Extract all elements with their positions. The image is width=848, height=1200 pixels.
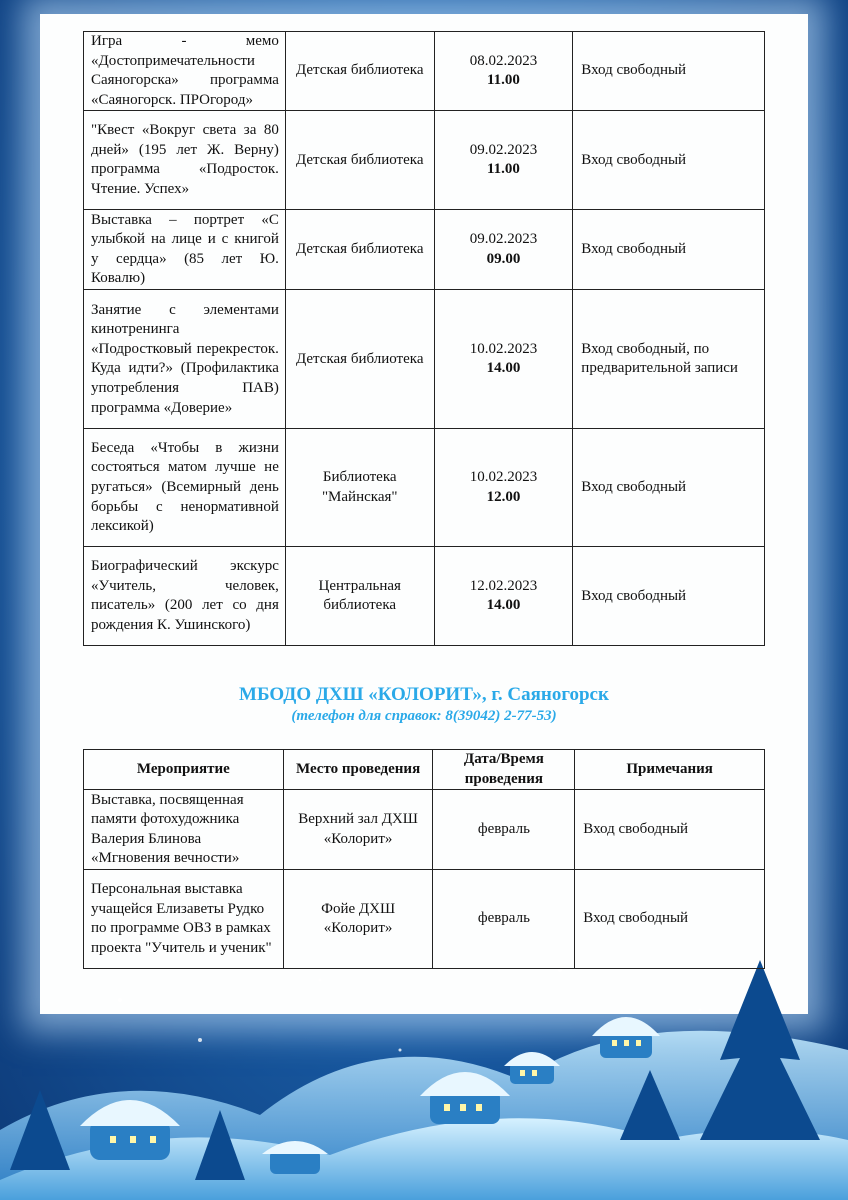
event-note: Вход свободный bbox=[573, 210, 765, 290]
table-header-row bbox=[84, 750, 765, 790]
table-row bbox=[84, 111, 765, 210]
event-datetime bbox=[434, 547, 573, 646]
event-date: 09.02.2023 bbox=[469, 231, 538, 248]
table-row bbox=[84, 210, 765, 290]
event-time: 14.00 bbox=[486, 597, 521, 614]
event-place: Верхний зал ДХШ «Колорит» bbox=[283, 790, 433, 870]
column-header-place: Место проведения bbox=[283, 750, 433, 790]
event-datetime bbox=[434, 210, 573, 290]
event-date: 08.02.2023 bbox=[469, 52, 538, 69]
organization-title: МБОДО ДХШ «КОЛОРИТ», г. Саяногорск bbox=[239, 684, 609, 705]
event-date: февраль bbox=[433, 870, 575, 969]
event-name: Выставка – портрет «С улыбкой на лице и с книгой у сердца» (85 лет Ю. Ковалю) bbox=[84, 210, 286, 290]
organization-phone: (телефон для справок: 8(39042) 2-77-53) bbox=[291, 708, 557, 724]
event-time: 09.00 bbox=[486, 250, 521, 267]
event-name: Беседа «Чтобы в жизни состояться матом лучше не ругаться» (Всемирный день борьбы с ненормативной лексикой) bbox=[84, 429, 286, 547]
event-date: 09.02.2023 bbox=[469, 141, 538, 158]
event-note: Вход свободный bbox=[575, 870, 765, 969]
winter-scene-illustration bbox=[0, 940, 848, 1200]
event-name: "Квест «Вокруг света за 80 дней» (195 лет Ж. Верну) программа «Подросток. Чтение. Успех» bbox=[84, 111, 286, 210]
event-place: Фойе ДХШ «Колорит» bbox=[283, 870, 433, 969]
table-row bbox=[84, 547, 765, 646]
events-table-libraries bbox=[83, 31, 765, 646]
event-place: Детская библиотека bbox=[285, 290, 434, 429]
event-name: Игра - мемо «Достопримечательности Саяногорска» программа «Саяногорск. ПРОгород» bbox=[84, 32, 286, 111]
event-date: 10.02.2023 bbox=[469, 340, 538, 357]
event-time: 11.00 bbox=[486, 72, 520, 89]
event-note: Вход свободный bbox=[573, 429, 765, 547]
event-place: Детская библиотека bbox=[285, 210, 434, 290]
event-datetime bbox=[434, 32, 573, 111]
column-header-note: Примечания bbox=[575, 750, 765, 790]
event-name: Биографический экскурс «Учитель, человек, писатель» (200 лет со дня рождения К. Ушинского) bbox=[84, 547, 286, 646]
event-place: Детская библиотека bbox=[285, 32, 434, 111]
event-date: февраль bbox=[433, 790, 575, 870]
event-place: Библиотека "Майнская" bbox=[285, 429, 434, 547]
event-note: Вход свободный, по предварительной записи bbox=[573, 290, 765, 429]
events-table-art-school bbox=[83, 749, 765, 969]
column-header-date: Дата/Время проведения bbox=[433, 750, 575, 790]
event-name: Занятие с элементами кинотренинга «Подростковый перекресток. Куда идти?» (Профилактика употребления ПАВ) программа «Доверие» bbox=[84, 290, 286, 429]
event-datetime bbox=[434, 290, 573, 429]
event-date: 12.02.2023 bbox=[469, 577, 538, 594]
event-time: 14.00 bbox=[486, 360, 521, 377]
event-date: 10.02.2023 bbox=[469, 469, 538, 486]
event-note: Вход свободный bbox=[575, 790, 765, 870]
table-row bbox=[84, 290, 765, 429]
table-row bbox=[84, 870, 765, 969]
event-datetime bbox=[434, 111, 573, 210]
table-row bbox=[84, 429, 765, 547]
event-name: Выставка, посвященная памяти фотохудожника Валерия Блинова «Мгновения вечности» bbox=[84, 790, 284, 870]
event-name: Персональная выставка учащейся Елизаветы Рудко по программе ОВЗ в рамках проекта "Учитель и ученик" bbox=[84, 870, 284, 969]
event-note: Вход свободный bbox=[573, 547, 765, 646]
table-row bbox=[84, 790, 765, 870]
event-time: 11.00 bbox=[486, 161, 520, 178]
column-header-event: Мероприятие bbox=[84, 750, 284, 790]
event-note: Вход свободный bbox=[573, 111, 765, 210]
event-datetime bbox=[434, 429, 573, 547]
table-row bbox=[84, 32, 765, 111]
event-note: Вход свободный bbox=[573, 32, 765, 111]
event-place: Центральная библиотека bbox=[285, 547, 434, 646]
event-time: 12.00 bbox=[486, 488, 521, 505]
event-place: Детская библиотека bbox=[285, 111, 434, 210]
